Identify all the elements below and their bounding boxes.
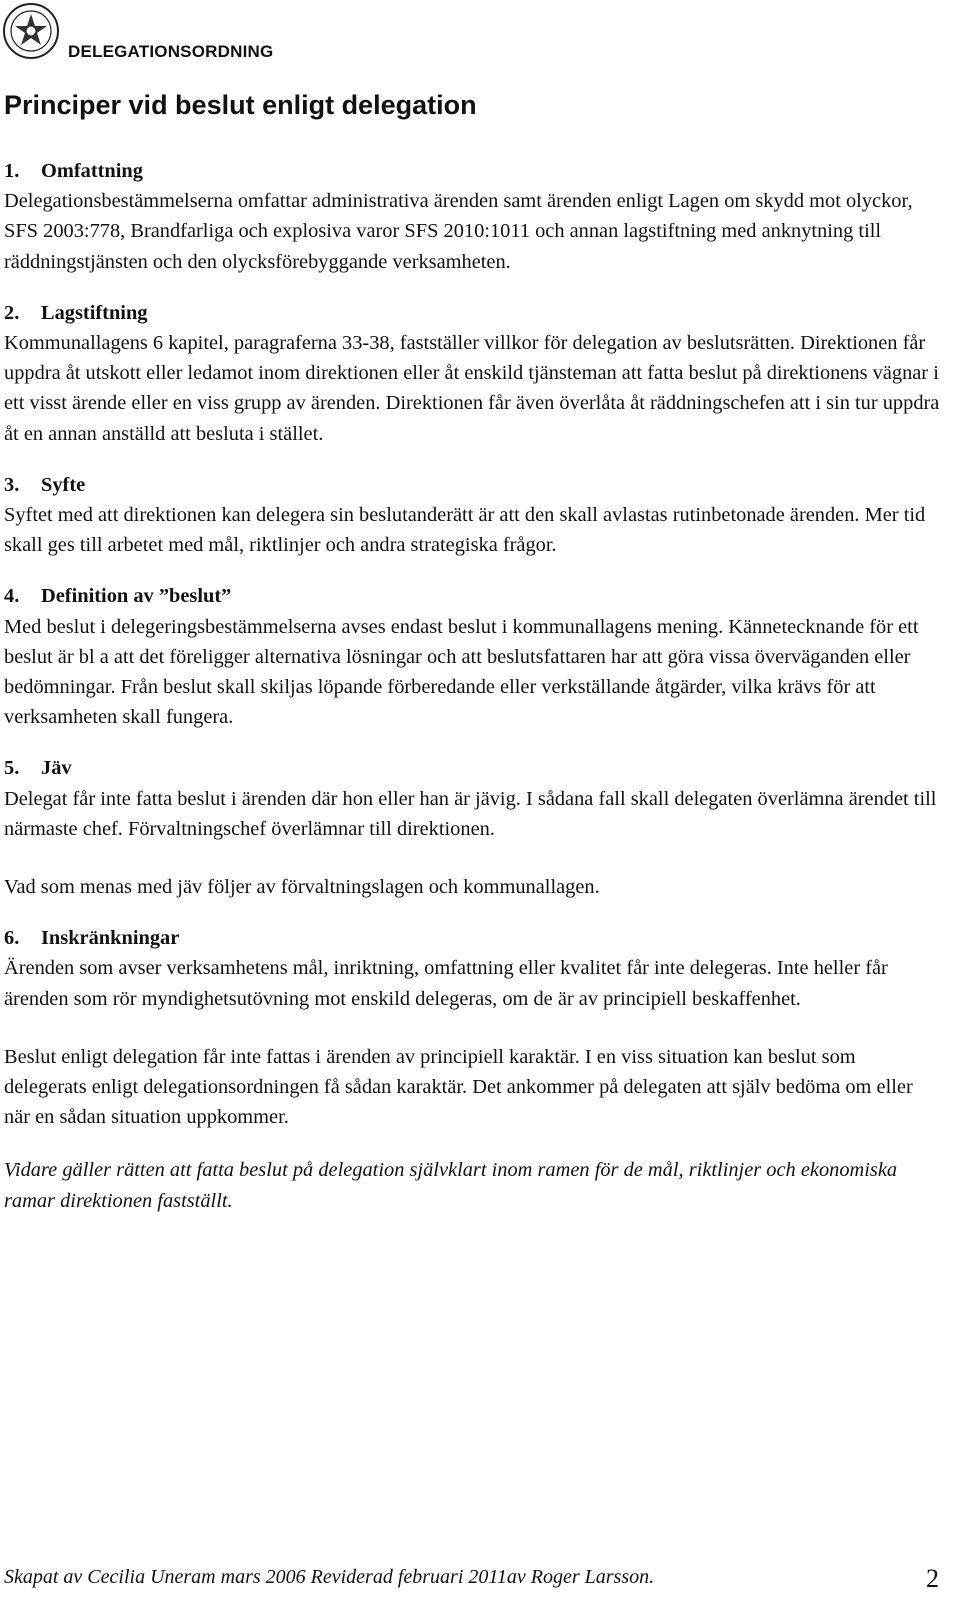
section-paragraph: Vad som menas med jäv följer av förvaltningslagen och kommunallagen. <box>4 876 600 899</box>
section-paragraph: Ärenden som avser verksamhetens mål, inriktning, omfattning eller kvalitet får inte delegeras. Inte heller får ärenden som rör myndighetsutövning mot enskild delegeras, om de är av principiell beskaffenhet. <box>4 957 888 1010</box>
section-jav <box>4 753 940 902</box>
section-heading <box>4 298 940 328</box>
document-label: DELEGATIONSORDNING <box>68 42 274 61</box>
page-number: 2 <box>926 1564 939 1593</box>
section-definition <box>4 581 940 732</box>
section-paragraph: Delegationsbestämmelserna omfattar administrativa ärenden samt ärenden enligt Lagen om skydd mot olyckor, SFS 2003:778, Brandfarliga och explosiva varor SFS 2010:1011 och annan lagstiftning med anknytning till räddningstjänsten och den olycksförebyggande verksamheten. <box>4 190 913 273</box>
section-title: Jäv <box>41 757 72 780</box>
document-body <box>4 156 940 1216</box>
logo <box>2 2 60 60</box>
section-paragraph: Delegat får inte fatta beslut i ärenden där hon eller han är jävig. I sådana fall skall delegaten överlämna ärendet till närmaste chef. Förvaltningschef överlämnar till direktionen. <box>4 787 937 840</box>
section-heading <box>4 156 940 186</box>
section-heading <box>4 581 940 611</box>
footer-credit: Skapat av Cecilia Uneram mars 2006 Reviderad februari 2011av Roger Larsson. <box>4 1566 655 1588</box>
section-paragraph: Kommunallagens 6 kapitel, paragraferna 33-38, fastställer villkor för delegation av beslutsrätten. Direktionen får uppdra åt utskott eller ledamot inom direktionen eller åt enskild tjänsteman att fatta beslut på direktionens vägnar i ett visst ärende eller en viss grupp av ärenden. Direktionen får även överlåta åt räddningschefen att i sin tur uppdra åt en annan anställd att besluta i stället. <box>4 332 940 445</box>
section-title: Omfattning <box>41 160 143 182</box>
section-number: 1. <box>4 160 20 182</box>
section-number: 6. <box>4 927 20 950</box>
section-inskrankningar <box>4 923 940 1132</box>
section-title: Lagstiftning <box>41 301 148 324</box>
closing-statement: Vidare gäller rätten att fatta beslut på delegation självklart inom ramen för de mål, riktlinjer och ekonomiska ramar direktionen fastställt. <box>4 1159 898 1212</box>
section-paragraph: Beslut enligt delegation får inte fattas i ärenden av principiell karaktär. I en viss situation kan beslut som delegerats enligt delegationsordningen få sådan karaktär. Det ankommer på delegaten att själv bedöma om eller när en sådan situation uppkommer. <box>4 1045 913 1129</box>
section-number: 4. <box>4 585 20 608</box>
section-number: 2. <box>4 301 20 324</box>
section-paragraph: Med beslut i delegeringsbestämmelserna avses endast beslut i kommunallagens mening. Kännetecknande för ett beslut är bl a att det föreligger alternativa lösningar och att beslutsfattaren har att göra vissa överväganden eller bedömningar. Från beslut skall skiljas löpande förberedande eller verkställande åtgärder, vilka krävs för att verksamheten skall fungera. <box>4 615 919 729</box>
section-paragraph: Syftet med att direktionen kan delegera sin beslutanderätt är att den skall avlastas rutinbetonade ärenden. Mer tid skall ges till arbetet med mål, riktlinjer och andra strategiska frågor. <box>4 504 926 557</box>
section-heading <box>4 923 940 953</box>
section-title: Syfte <box>41 473 86 496</box>
section-lagstiftning <box>4 298 940 449</box>
section-number: 3. <box>4 473 20 496</box>
section-heading <box>4 470 940 500</box>
section-title: Definition av ”beslut” <box>41 585 232 608</box>
section-heading <box>4 753 940 783</box>
section-syfte <box>4 470 940 561</box>
section-number: 5. <box>4 757 20 780</box>
section-title: Inskränkningar <box>41 927 180 950</box>
page-title: Principer vid beslut enligt delegation <box>4 90 477 120</box>
section-omfattning <box>4 156 940 277</box>
fire-service-emblem-icon <box>2 2 60 60</box>
